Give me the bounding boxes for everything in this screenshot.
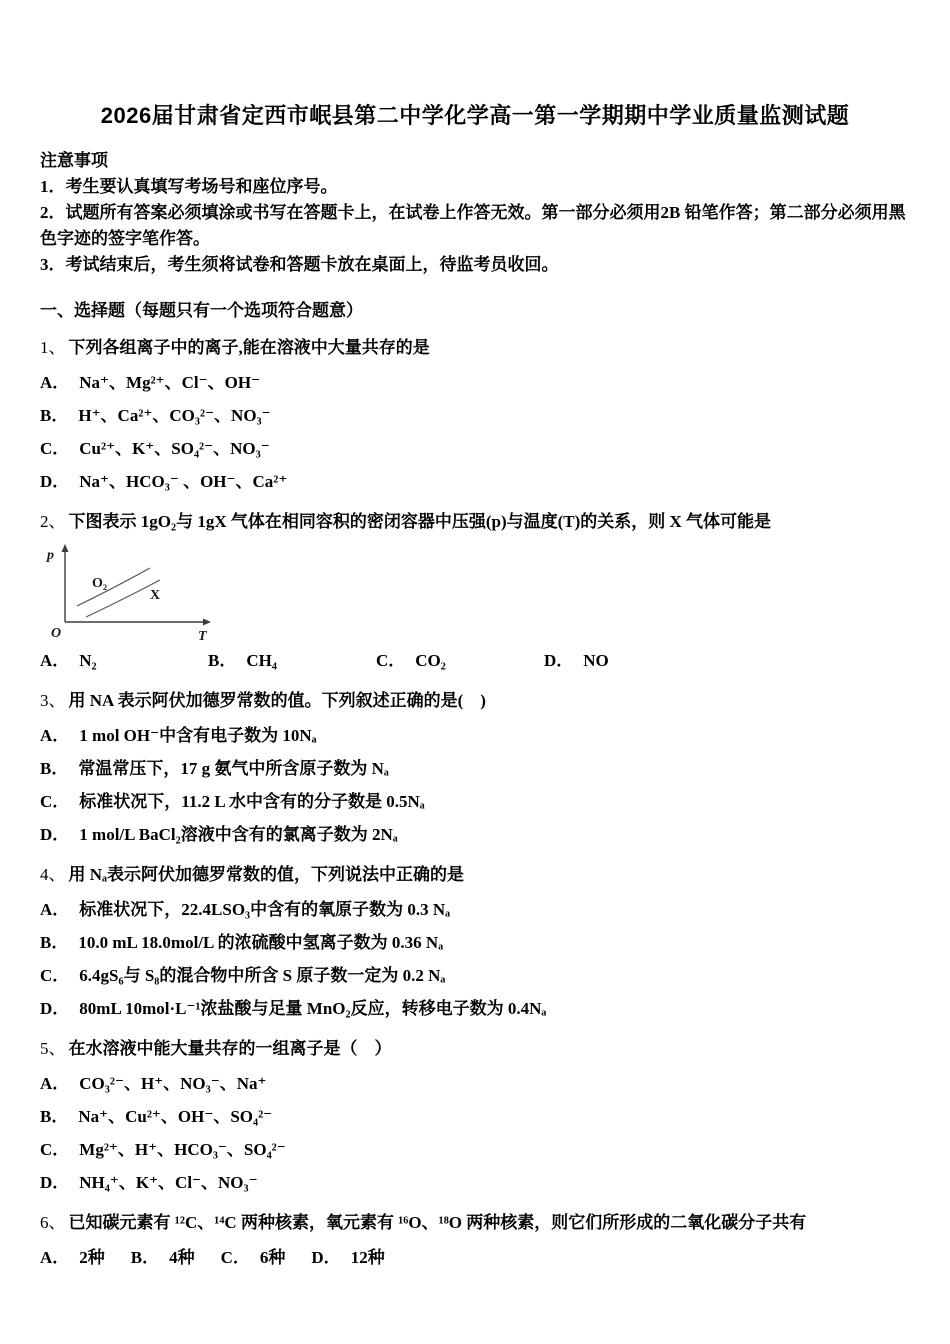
option-label: C．	[40, 1140, 70, 1159]
option-c	[40, 1133, 910, 1166]
question-stem: 已知碳元素有 ¹²C、¹⁴C 两种核素，氧元素有 ¹⁶O、¹⁸O 两种核素，则它们所形成的二氧化碳分子共有	[68, 1213, 807, 1232]
option-text: 6种	[259, 1248, 286, 1267]
notice-heading: 注意事项	[40, 151, 108, 170]
y-axis-arrow-icon	[62, 544, 69, 552]
notice-section	[40, 148, 910, 278]
option-label: B．	[40, 759, 69, 778]
question-4	[40, 859, 910, 1025]
option-text: NH₄⁺、K⁺、Cl⁻、NO₃⁻	[79, 1173, 258, 1192]
option-text: CO₃²⁻、H⁺、NO₃⁻、Na⁺	[79, 1074, 267, 1093]
option-d	[40, 465, 910, 498]
question-5	[40, 1033, 910, 1199]
question-2-options	[40, 644, 910, 677]
option-b	[40, 926, 910, 959]
question-number: 1、	[40, 338, 66, 357]
option-text: H⁺、Ca²⁺、CO₃²⁻、NO₃⁻	[78, 406, 271, 425]
option-text: N₂	[79, 651, 97, 670]
option-text: 常温常压下，17 g 氨气中所含原子数为 Nₐ	[78, 759, 389, 778]
option-text: 80mL 10mol·L⁻¹浓盐酸与足量 MnO₂反应，转移电子数为 0.4Nₐ	[79, 999, 547, 1018]
option-b	[40, 752, 910, 785]
option-text: 2种	[79, 1248, 105, 1267]
question-4-options	[40, 893, 910, 1025]
question-number: 4、	[40, 865, 66, 884]
option-a	[40, 719, 910, 752]
option-label: D．	[544, 651, 574, 670]
question-number: 3、	[40, 691, 66, 710]
option-text: NO	[583, 651, 609, 670]
option-d	[40, 992, 910, 1025]
question-1	[40, 332, 910, 498]
question-5-stem-row	[40, 1033, 910, 1065]
question-3-options	[40, 719, 910, 851]
question-2-stem-row	[40, 506, 910, 538]
option-label: D．	[40, 825, 70, 844]
o2-curve-label: O₂	[92, 576, 108, 591]
option-d	[311, 1241, 384, 1274]
option-a	[40, 1067, 910, 1100]
option-b	[131, 1241, 195, 1274]
question-4-stem-row	[40, 859, 910, 891]
option-b	[40, 1100, 910, 1133]
option-label: A．	[40, 1074, 70, 1093]
question-6-stem-row	[40, 1207, 910, 1239]
option-a	[40, 1241, 105, 1274]
option-label: B．	[130, 1248, 160, 1267]
option-label: D．	[40, 472, 70, 491]
option-label: D．	[40, 1173, 70, 1192]
option-label: C．	[40, 966, 70, 985]
notice-item-1: 1．考生要认真填写考场号和座位序号。	[40, 177, 338, 196]
option-text: 4种	[169, 1248, 195, 1267]
option-a	[40, 893, 910, 926]
option-text: Na⁺、Cu²⁺、OH⁻、SO₄²⁻	[78, 1107, 273, 1126]
option-text: Na⁺、Mg²⁺、Cl⁻、OH⁻	[79, 373, 261, 392]
option-a	[40, 644, 208, 677]
option-d	[40, 1166, 910, 1199]
page-title: 2026届甘肃省定西市岷县第二中学化学高一第一学期期中学业质量监测试题	[100, 103, 850, 128]
question-stem: 用 Nₐ表示阿伏加德罗常数的值，下列说法中正确的是	[68, 865, 464, 884]
option-label: B．	[40, 1107, 69, 1126]
option-label: D．	[40, 999, 70, 1018]
notice-item-3: 3．考试结束后，考生须将试卷和答题卡放在桌面上，待监考员收回。	[40, 255, 559, 274]
option-label: B．	[40, 933, 69, 952]
option-b	[40, 399, 910, 432]
option-label: C．	[40, 439, 70, 458]
option-text: 12种	[350, 1248, 385, 1267]
option-label: C．	[376, 651, 406, 670]
question-3	[40, 685, 910, 851]
option-text: 标准状况下，22.4LSO₃中含有的氧原子数为 0.3 Nₐ	[79, 900, 451, 919]
x-axis-label: T	[198, 629, 207, 642]
option-text: 6.4gS₆与 S₈的混合物中所含 S 原子数一定为 0.2 Nₐ	[79, 966, 446, 985]
question-stem: 下列各组离子中的离子,能在溶液中大量共存的是	[68, 338, 430, 357]
pressure-temperature-graph	[32, 542, 222, 642]
option-c	[40, 432, 910, 465]
question-number: 2、	[40, 512, 66, 531]
question-stem: 在水溶液中能大量共存的一组离子是（ ）	[68, 1039, 392, 1058]
question-2	[40, 506, 910, 677]
question-stem: 用 NA 表示阿伏加德罗常数的值。下列叙述正确的是( )	[68, 691, 486, 710]
option-label: A．	[40, 373, 70, 392]
option-c	[40, 959, 910, 992]
option-label: A．	[40, 726, 70, 745]
option-label: A．	[40, 651, 70, 670]
option-c	[221, 1241, 286, 1274]
option-label: C．	[40, 792, 70, 811]
x-axis-arrow-icon	[203, 619, 211, 626]
o2-curve	[77, 568, 150, 606]
question-3-stem-row	[40, 685, 910, 717]
option-label: B．	[40, 406, 69, 425]
option-label: D．	[311, 1248, 341, 1267]
y-axis-label: p	[47, 548, 54, 563]
question-number: 6、	[40, 1213, 66, 1232]
option-c	[40, 785, 910, 818]
option-text: 10.0 mL 18.0mol/L 的浓硫酸中氢离子数为 0.36 Nₐ	[78, 933, 444, 952]
option-text: 1 mol OH⁻中含有电子数为 10Nₐ	[79, 726, 317, 745]
question-1-stem-row	[40, 332, 910, 364]
question-6-options	[40, 1241, 910, 1274]
question-5-options	[40, 1067, 910, 1199]
option-text: 标准状况下，11.2 L 水中含有的分子数是 0.5Nₐ	[79, 792, 425, 811]
origin-label: O	[51, 626, 62, 641]
question-1-options	[40, 366, 910, 498]
section-heading: 一、选择题（每题只有一个选项符合题意）	[40, 301, 363, 320]
option-label: B．	[208, 651, 237, 670]
option-text: 1 mol/L BaCl₂溶液中含有的氯离子数为 2Nₐ	[79, 825, 398, 844]
option-text: Mg²⁺、H⁺、HCO₃⁻、SO₄²⁻	[79, 1140, 286, 1159]
question-number: 5、	[40, 1039, 66, 1058]
option-label: C．	[220, 1248, 250, 1267]
option-text: Cu²⁺、K⁺、SO₄²⁻、NO₃⁻	[79, 439, 270, 458]
option-d	[544, 644, 712, 677]
option-b	[208, 644, 376, 677]
option-text: CO₂	[415, 651, 446, 670]
notice-item-2: 2．试题所有答案必须填涂或书写在答题卡上，在试卷上作答无效。第一部分必须用2B 铅笔作答；第二部分必须用黑色字迹的签字笔作答。	[40, 203, 906, 248]
option-text: CH₄	[246, 651, 277, 670]
x-curve-label: X	[150, 588, 161, 603]
option-c	[376, 644, 544, 677]
option-a	[40, 366, 910, 399]
option-label: A．	[40, 1248, 70, 1267]
question-stem: 下图表示 1gO₂与 1gX 气体在相同容积的密闭容器中压强(p)与温度(T)的关系，则 X 气体可能是	[68, 512, 772, 531]
option-label: A．	[40, 900, 70, 919]
option-d	[40, 818, 910, 851]
option-text: Na⁺、HCO₃⁻ 、OH⁻、Ca²⁺	[79, 472, 288, 491]
question-6	[40, 1207, 910, 1274]
